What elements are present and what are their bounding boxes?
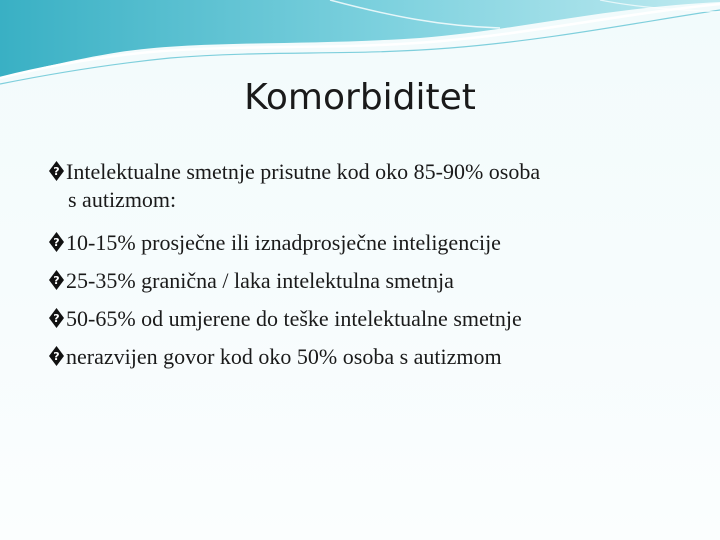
list-item-text: 50-65% od umjerene do teške intelektualne smetnje [66, 306, 522, 331]
list-item [48, 300, 688, 338]
list-item-text: 10-15% prosječne ili iznadprosječne inteligencije [66, 230, 501, 255]
svg-text:?: ? [53, 236, 60, 249]
missing-glyph-icon [48, 345, 65, 367]
missing-glyph-icon [48, 231, 65, 253]
list-item [48, 158, 688, 214]
slide-title: Komorbiditet [244, 77, 476, 118]
missing-glyph-icon [48, 160, 65, 182]
svg-text:?: ? [53, 350, 60, 363]
list-item [48, 262, 688, 300]
list-item-text: nerazvijen govor kod oko 50% osoba s autizmom [66, 344, 502, 369]
missing-glyph-icon [48, 307, 65, 329]
svg-text:?: ? [53, 312, 60, 325]
list-item-continuation: s autizmom: [68, 187, 177, 212]
missing-glyph-icon [48, 269, 65, 291]
svg-text:?: ? [53, 274, 60, 287]
list-item-text: Intelektualne smetnje prisutne kod oko 85-90% osoba [66, 159, 541, 184]
list-item-text: 25-35% granična / laka intelektulna smetnja [66, 268, 454, 293]
svg-text:?: ? [53, 165, 60, 178]
list-item [48, 224, 688, 262]
bullet-list [48, 158, 688, 376]
list-item [48, 338, 688, 376]
